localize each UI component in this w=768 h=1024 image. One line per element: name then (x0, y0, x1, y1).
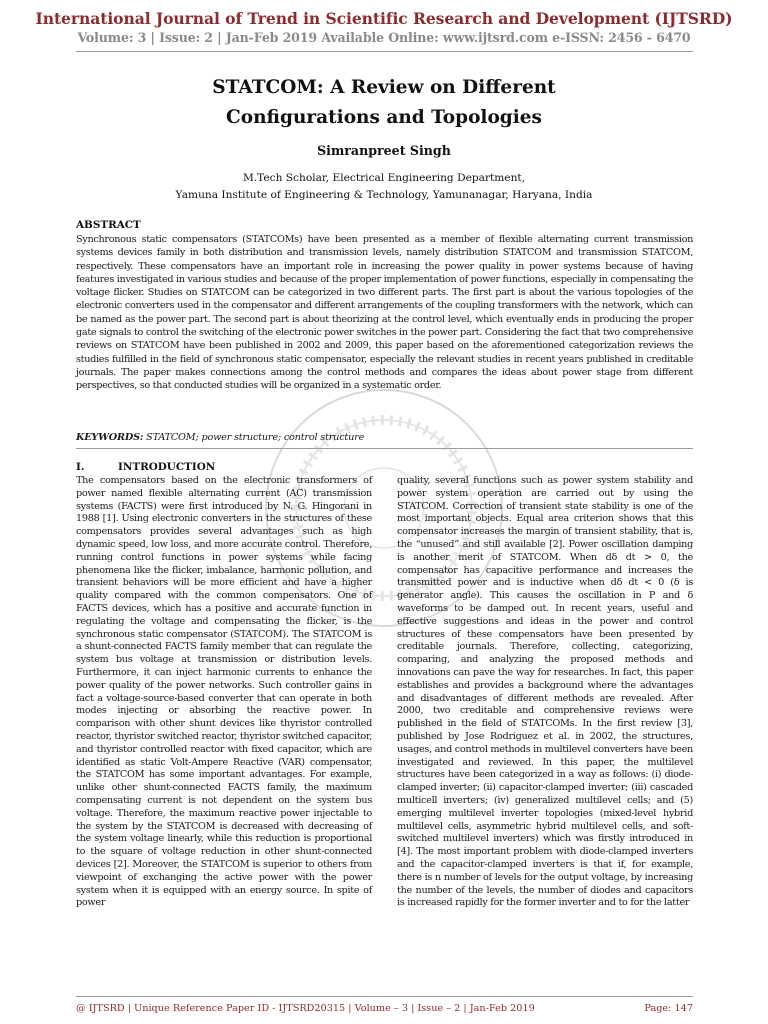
paper-title-line-2: Configurations and Topologies (226, 107, 542, 128)
keywords-text: STATCOM; power structure; control structure (143, 432, 365, 443)
keywords-divider (76, 448, 693, 449)
page-footer (76, 1003, 693, 1014)
header-divider (76, 51, 693, 52)
journal-title: International Journal of Trend in Scientific Research and Development (IJTSRD) (35, 9, 733, 28)
abstract-text: Synchronous static compensators (STATCOMs) have been presented as a member of flexible alternating current transmission systems devices family in both distribution and transmission levels, namely distribution STATCOM and transmission STATCOM, respectively. These compensators have an important role in increasing the power quality in power systems because of having features investigated in various studies and because of the proper implementation of power functions, especially in compensating the voltage flicker. Studies on STATCOM can be categorized in two different parts. The first part is about the various topologies of the electronic converters used in the compensator and different arrangements of the coupling transformers with the network, which can be named as the power part. The second part is about theorizing at the control level, which eventually ends in producing the proper gate signals to control the switching of the electronic power switches in the power part. Considering the fact that two comprehensive reviews on STATCOM have been published in 2002 and 2009, this paper based on the aforementioned categorization reviews the studies fulfilled in the field of synchronous static compensator, especially the relevant studies in recent years published in creditable journals. The paper makes connections among the control methods and compares the ideas about power stage from different perspectives, so that conducted studies will be organized in a systematic order. (76, 234, 693, 392)
author-name: Simranpreet Singh (317, 143, 451, 158)
intro-right-column: quality, several functions such as power system stability and power system operation are carried out by using the STATCOM. Correction of transient state stability is one of the most important objects. Equal area criterion shows that this compensator increases the margin of transient stability, that is, the “unused” and still available [2]. Power oscillation damping is another merit of STATCOM. When dδ dt > 0, the compensator has capacitive performance and increases the transmitted power and is inductive when dδ dt < 0 (δ is generator angle). This causes the oscillation in P and δ waveforms to be damped out. In recent years, useful and effective suggestions and ideas in the power and control structures of these compensators have been presented by creditable journals. Therefore, collecting, categorizing, comparing, and analyzing the proposed methods and innovations can pave the way for researches. In fact, this paper establishes and provides a background where the advantages and disadvantages of different methods are revealed. After 2000, two creditable and comprehensive reviews were published in the field of STATCOMs. In the first review [3], published by Jose Rodriguez et al. in 2002, the structures, usages, and control methods in multilevel converters have been investigated and reviewed. In this paper, the multilevel structures have been categorized in a way as follows: (i) diode-clamped inverter; (ii) capacitor-clamped inverter; (iii) cascaded multicell inverters; (iv) generalized multilevel cells; and (5) emerging multilevel inverter topologies (mixed-level hybrid multilevel cells, asymmetric hybrid multilevel cells, and soft-switched multilevel inverters) which was firstly introduced in [4]. The most important problem with diode-clamped inverters and the capacitor-clamped inverters is that if, for example, there is n number of levels for the output voltage, by increasing the number of the levels, the number of diodes and capacitors is increased rapidly for the former inverter and to for the latter (397, 475, 693, 909)
journal-meta: Volume: 3 | Issue: 2 | Jan-Feb 2019 Available Online: www.ijtsrd.com e-ISSN: 2456 - 6470 (77, 30, 691, 45)
intro-left-column: The compensators based on the electronic transformers of power named flexible alternating current (AC) transmission systems (FACTS) were first introduced by N. G. Hingorani in 1988 [1]. Using electronic converters in the structures of these compensators provides several advantages such as high dynamic speed, low loss, and more accurate control. Therefore, running control functions in power systems while facing phenomena like the flicker, imbalance, harmonic pollution, and transient behaviors will be more efficient and have a higher quality compared with the common compensators. One of FACTS devices, which has a positive and accurate function in regulating the voltage and compensating the flicker, is the synchronous static compensator (STATCOM). The STATCOM is a shunt-connected FACTS family member that can regulate the system bus voltage at transmission or distribution levels. Furthermore, it can inject harmonic currents to enhance the power quality of the power networks. Such controller gains in fact a voltage-source-based converter that can operate in both modes injecting or absorbing the reactive power. In comparison with other shunt devices like thyristor controlled reactor, thyristor switched reactor, thyristor switched capacitor, and thyristor controlled reactor with fixed capacitor, which are identified as static Volt-Ampere Reactive (VAR) compensator, the STATCOM has some important advantages. For example, unlike other shunt-connected FACTS family, the maximum compensating current is not dependent on the system bus voltage. Therefore, the maximum reactive power injectable to the system by the STATCOM is decreased with decreasing of the system voltage linearly, while this reduction is proportional to the square of voltage reduction in other shunt-connected devices [2]. Moreover, the STATCOM is superior to others from viewpoint of exchanging the active power with the power system when it is equipped with an energy source. In spite of power (76, 475, 372, 909)
section-number: I. (76, 461, 85, 473)
section-title: INTRODUCTION (118, 461, 216, 473)
affiliation-line-1: M.Tech Scholar, Electrical Engineering Department, (242, 172, 526, 184)
footer-reference: @ IJTSRD | Unique Reference Paper ID - IJTSRD20315 | Volume – 3 | Issue – 2 | Jan-Feb 2019 (76, 1003, 535, 1014)
author-affiliation (0, 170, 768, 204)
abstract-heading: ABSTRACT (76, 219, 141, 231)
affiliation-line-2: Yamuna Institute of Engineering & Technology, Yamunanagar, Haryana, India (175, 189, 593, 201)
paper-title (0, 73, 768, 133)
keywords-line (76, 432, 364, 443)
page-number: Page: 147 (644, 1003, 693, 1014)
footer-divider (76, 996, 693, 997)
keywords-label: KEYWORDS: (76, 432, 144, 443)
section-heading-introduction (76, 461, 215, 473)
paper-title-line-1: STATCOM: A Review on Different (212, 77, 556, 98)
